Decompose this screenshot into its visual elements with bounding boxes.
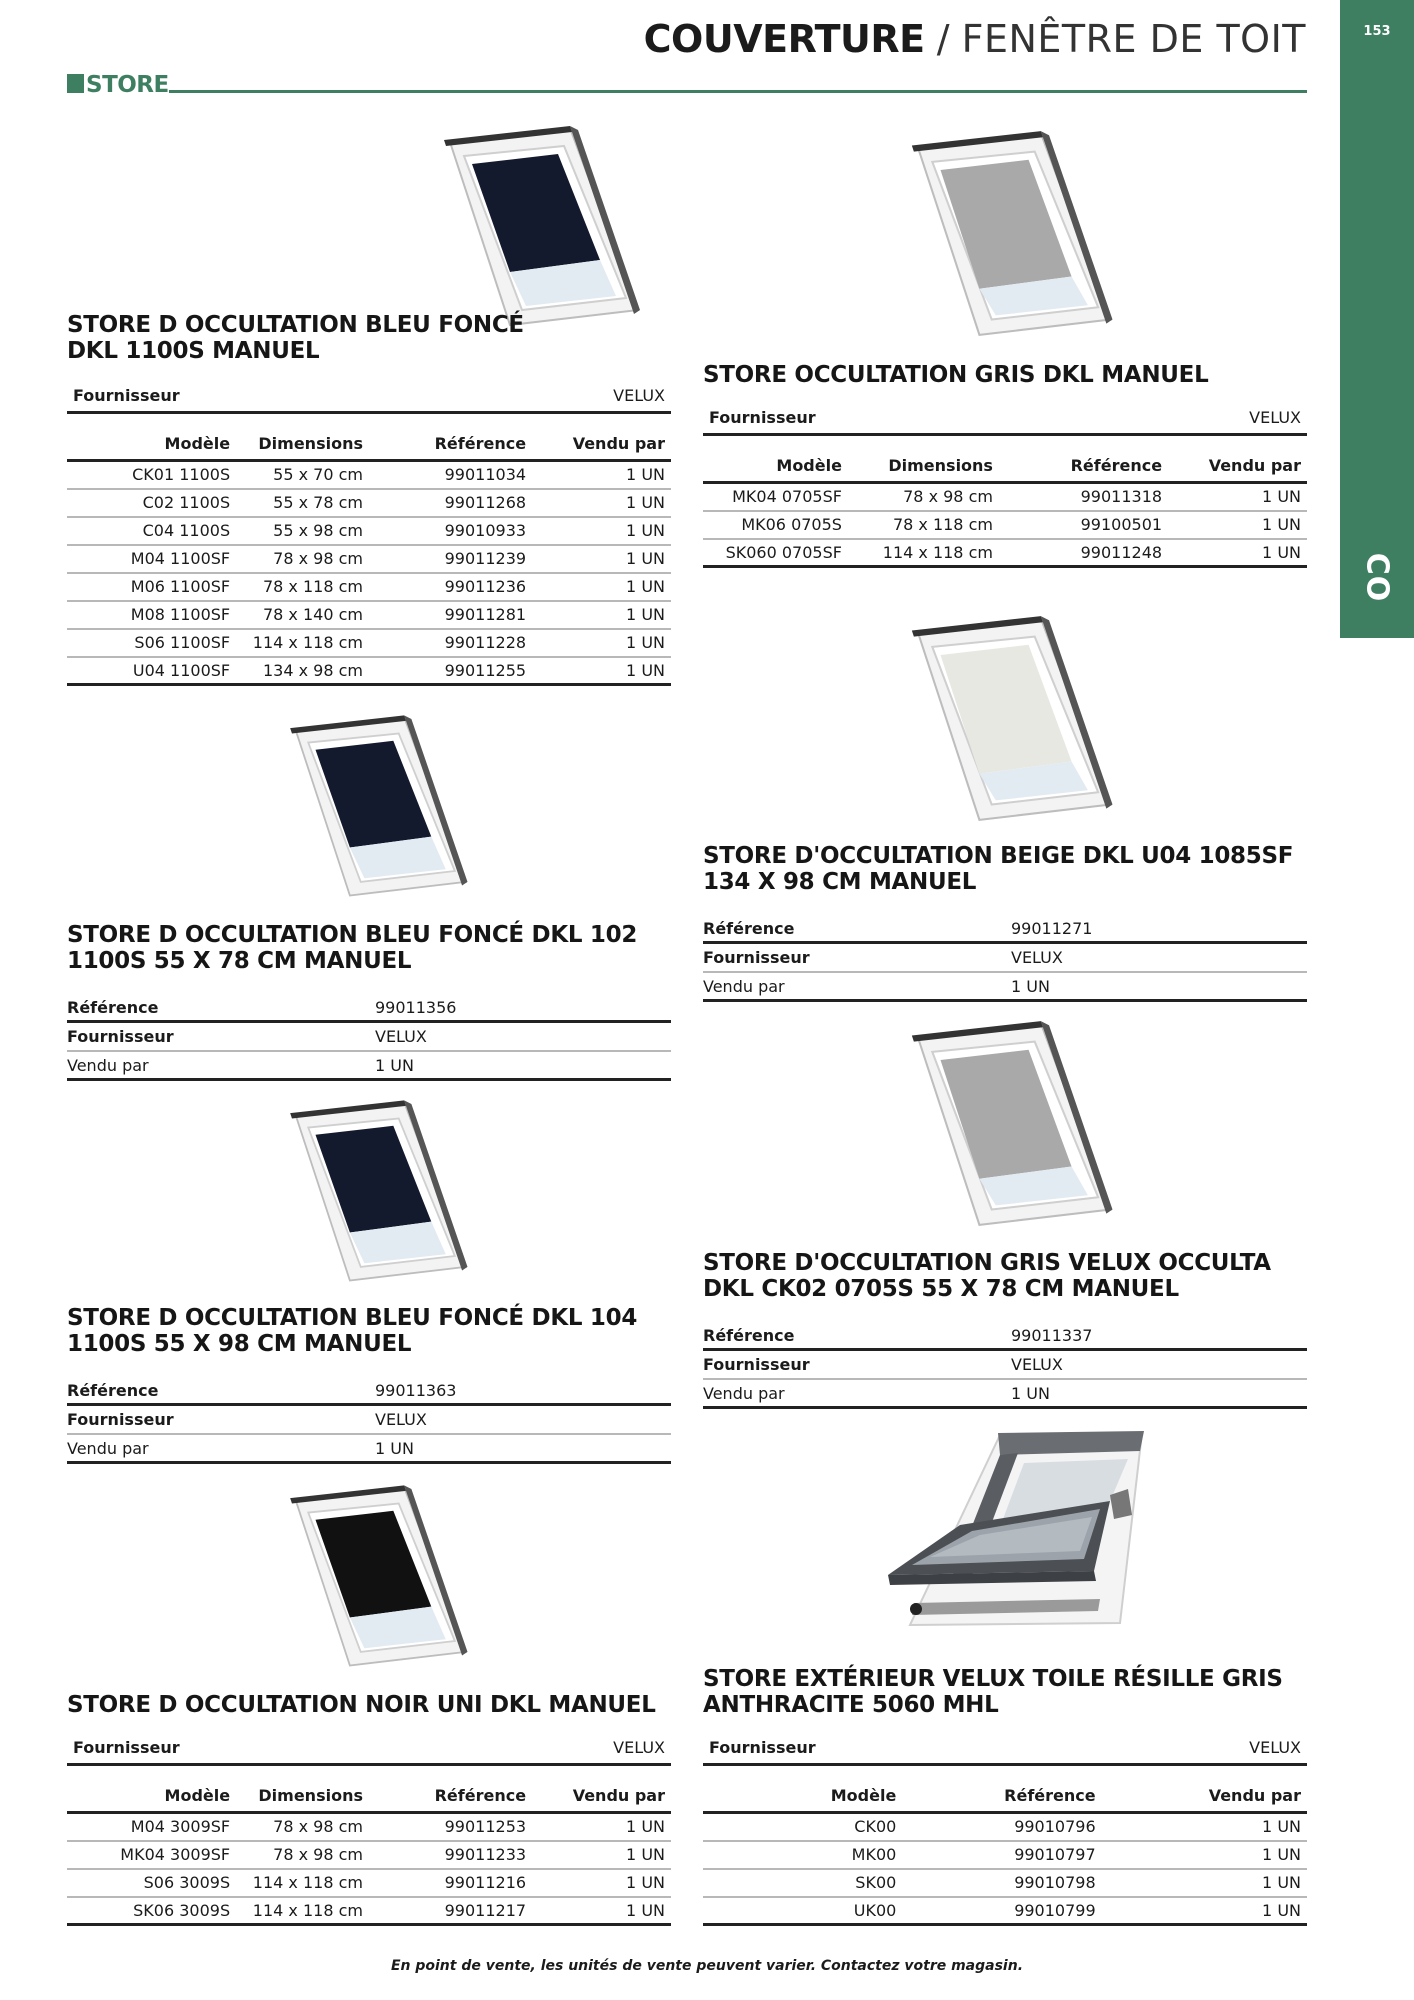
cell-dimensions: 78 x 98 cm: [236, 1813, 369, 1841]
detail-label: Référence: [67, 997, 159, 1017]
column-header: Dimensions: [236, 434, 369, 461]
table-row: [67, 545, 671, 573]
page-number: 153: [1363, 24, 1391, 39]
column-header: Modèle: [67, 434, 236, 461]
cell-model: SK060 0705SF: [703, 539, 848, 567]
detail-row-reference: [703, 1322, 1307, 1351]
cell-model: CK00: [703, 1813, 902, 1841]
table-row: [67, 517, 671, 545]
table-row: [67, 657, 671, 685]
cell-model: C04 1100S: [67, 517, 236, 545]
detail-row-unit: [703, 973, 1307, 1002]
detail-value: VELUX: [375, 1027, 427, 1046]
table-row: [67, 1841, 671, 1869]
cell-reference: 99010933: [369, 517, 532, 545]
cell-model: S06 1100SF: [67, 629, 236, 657]
cell-model: MK06 0705S: [703, 511, 848, 539]
cell-unit: 1 UN: [532, 601, 671, 629]
cell-unit: 1 UN: [532, 1897, 671, 1925]
detail-row-reference: [67, 994, 671, 1023]
detail-value: 1 UN: [375, 1438, 414, 1458]
detail-label: Référence: [703, 918, 795, 938]
detail-value: 1 UN: [1011, 1383, 1050, 1403]
chapter-code: CO: [1359, 552, 1395, 603]
detail-row-reference: [67, 1377, 671, 1406]
cell-dimensions: 114 x 118 cm: [236, 1897, 369, 1925]
cell-unit: 1 UN: [1102, 1897, 1307, 1925]
cell-reference: 99010797: [902, 1841, 1101, 1869]
cell-unit: 1 UN: [1168, 483, 1307, 511]
cell-unit: 1 UN: [532, 517, 671, 545]
cell-reference: 99011268: [369, 489, 532, 517]
column-header: Vendu par: [1102, 1786, 1307, 1813]
product-card: [67, 1692, 671, 1926]
cell-dimensions: 55 x 98 cm: [236, 517, 369, 545]
cell-reference: 99011236: [369, 573, 532, 601]
cell-unit: 1 UN: [532, 489, 671, 517]
detail-row-supplier: [67, 1023, 671, 1052]
cell-reference: 99100501: [999, 511, 1168, 539]
cell-reference: 99011034: [369, 461, 532, 489]
supplier-value: VELUX: [613, 1738, 665, 1757]
cell-dimensions: 78 x 98 cm: [236, 545, 369, 573]
table-row: [703, 1869, 1307, 1897]
detail-value: 1 UN: [375, 1055, 414, 1075]
cell-model: U04 1100SF: [67, 657, 236, 685]
product-image-grey-blind: [895, 125, 1115, 340]
detail-label: Vendu par: [67, 1438, 149, 1458]
cell-reference: 99010798: [902, 1869, 1101, 1897]
detail-label: Référence: [703, 1325, 795, 1345]
table-row: [67, 1897, 671, 1925]
supplier-row: [703, 1738, 1307, 1766]
detail-row-unit: [67, 1052, 671, 1081]
cell-unit: 1 UN: [532, 461, 671, 489]
detail-value: VELUX: [1011, 948, 1063, 967]
cell-dimensions: 55 x 70 cm: [236, 461, 369, 489]
section-heading: [67, 68, 1307, 98]
detail-row-supplier: [67, 1406, 671, 1435]
product-image-beige-blind: [895, 610, 1115, 825]
product-title: STORE D OCCULTATION BLEU FONCÉ DKL 102 1100S 55 X 78 CM MANUEL: [67, 922, 638, 974]
detail-label: Fournisseur: [67, 1027, 174, 1046]
detail-label: Fournisseur: [703, 1355, 810, 1374]
cell-model: MK04 0705SF: [703, 483, 848, 511]
product-image-dark-blue-blind: [430, 120, 640, 330]
product-card: [703, 843, 1307, 1002]
product-title: STORE D OCCULTATION BLEU FONCÉ DKL 1100S MANUEL: [67, 312, 524, 364]
cell-model: S06 3009S: [67, 1869, 236, 1897]
cell-model: CK01 1100S: [67, 461, 236, 489]
table-row: [67, 629, 671, 657]
table-row: [703, 1897, 1307, 1925]
cell-unit: 1 UN: [1102, 1813, 1307, 1841]
cell-dimensions: 78 x 140 cm: [236, 601, 369, 629]
cell-reference: 99011318: [999, 483, 1168, 511]
table-row: [703, 539, 1307, 567]
cell-unit: 1 UN: [532, 545, 671, 573]
cell-dimensions: 55 x 78 cm: [236, 489, 369, 517]
table-row: [703, 1813, 1307, 1841]
supplier-row: [703, 408, 1307, 436]
supplier-label: Fournisseur: [73, 386, 180, 405]
detail-value: 99011271: [1011, 918, 1093, 938]
cell-dimensions: 114 x 118 cm: [236, 1869, 369, 1897]
product-title: STORE D OCCULTATION NOIR UNI DKL MANUEL: [67, 1692, 656, 1718]
detail-value: 99011356: [375, 997, 457, 1017]
product-card: [67, 922, 671, 1081]
column-header: Référence: [999, 456, 1168, 483]
detail-row-supplier: [703, 1351, 1307, 1380]
detail-label: Fournisseur: [703, 948, 810, 967]
cell-dimensions: 78 x 98 cm: [236, 1841, 369, 1869]
product-card: [703, 1666, 1307, 1926]
detail-value: 99011363: [375, 1380, 457, 1400]
page-title: [644, 14, 1306, 64]
product-card: [703, 1250, 1307, 1409]
cell-reference: 99011239: [369, 545, 532, 573]
product-table: [67, 434, 671, 686]
detail-label: Vendu par: [703, 1383, 785, 1403]
supplier-value: VELUX: [1249, 1738, 1301, 1757]
cell-reference: 99011233: [369, 1841, 532, 1869]
product-table: [703, 456, 1307, 568]
table-row: [703, 511, 1307, 539]
product-title: STORE D'OCCULTATION GRIS VELUX OCCULTA DKL CK02 0705S 55 X 78 CM MANUEL: [703, 1250, 1271, 1302]
cell-model: MK00: [703, 1841, 902, 1869]
product-details: [703, 915, 1307, 1002]
cell-unit: 1 UN: [1168, 511, 1307, 539]
column-header: Vendu par: [1168, 456, 1307, 483]
cell-reference: 99011255: [369, 657, 532, 685]
product-card: [703, 362, 1307, 568]
table-row: [703, 483, 1307, 511]
chapter-tab: [1340, 0, 1414, 638]
column-header: Modèle: [703, 456, 848, 483]
cell-model: MK04 3009SF: [67, 1841, 236, 1869]
cell-dimensions: 114 x 118 cm: [236, 629, 369, 657]
product-title: STORE D'OCCULTATION BEIGE DKL U04 1085SF 134 X 98 CM MANUEL: [703, 843, 1294, 895]
cell-model: C02 1100S: [67, 489, 236, 517]
title-separator: /: [924, 17, 962, 61]
detail-label: Vendu par: [67, 1055, 149, 1075]
cell-unit: 1 UN: [532, 657, 671, 685]
cell-unit: 1 UN: [532, 1869, 671, 1897]
detail-value: VELUX: [1011, 1355, 1063, 1374]
product-image-dark-blue-blind: [275, 710, 470, 900]
column-header: Référence: [369, 434, 532, 461]
cell-reference: 99011228: [369, 629, 532, 657]
cell-dimensions: 134 x 98 cm: [236, 657, 369, 685]
cell-reference: 99011248: [999, 539, 1168, 567]
cell-model: M08 1100SF: [67, 601, 236, 629]
column-header: Vendu par: [532, 434, 671, 461]
product-image-grey-blind: [895, 1015, 1115, 1230]
table-row: [67, 461, 671, 489]
cell-model: M04 3009SF: [67, 1813, 236, 1841]
supplier-label: Fournisseur: [73, 1738, 180, 1757]
table-row: [67, 601, 671, 629]
detail-row-reference: [703, 915, 1307, 944]
cell-unit: 1 UN: [1102, 1841, 1307, 1869]
section-divider: [169, 90, 1307, 93]
column-header: Dimensions: [848, 456, 999, 483]
supplier-label: Fournisseur: [709, 408, 816, 427]
cell-reference: 99011217: [369, 1897, 532, 1925]
detail-label: Fournisseur: [67, 1410, 174, 1429]
product-details: [703, 1322, 1307, 1409]
column-header: Dimensions: [236, 1786, 369, 1813]
detail-row-unit: [67, 1435, 671, 1464]
cell-unit: 1 UN: [532, 573, 671, 601]
cell-dimensions: 114 x 118 cm: [848, 539, 999, 567]
cell-dimensions: 78 x 118 cm: [848, 511, 999, 539]
table-row: [67, 1869, 671, 1897]
subcategory-title: FENÊTRE DE TOIT: [961, 17, 1306, 61]
section-marker-icon: [67, 74, 84, 93]
product-table: [67, 1786, 671, 1926]
cell-unit: 1 UN: [1102, 1869, 1307, 1897]
cell-model: SK06 3009S: [67, 1897, 236, 1925]
product-image-black-blind: [275, 1480, 470, 1670]
supplier-row: [67, 386, 671, 414]
column-header: Référence: [902, 1786, 1101, 1813]
cell-model: SK00: [703, 1869, 902, 1897]
product-image-dark-blue-blind: [275, 1095, 470, 1285]
detail-label: Vendu par: [703, 976, 785, 996]
table-row: [703, 1841, 1307, 1869]
product-card: [67, 312, 671, 686]
detail-value: 99011337: [1011, 1325, 1093, 1345]
cell-dimensions: 78 x 118 cm: [236, 573, 369, 601]
cell-reference: 99010799: [902, 1897, 1101, 1925]
product-title: STORE OCCULTATION GRIS DKL MANUEL: [703, 362, 1209, 388]
detail-row-supplier: [703, 944, 1307, 973]
supplier-row: [67, 1738, 671, 1766]
cell-reference: 99011281: [369, 601, 532, 629]
footer-disclaimer: En point de vente, les unités de vente peuvent varier. Contactez votre magasin.: [390, 1958, 1024, 1974]
cell-model: M04 1100SF: [67, 545, 236, 573]
cell-dimensions: 78 x 98 cm: [848, 483, 999, 511]
column-header: Modèle: [703, 1786, 902, 1813]
cell-reference: 99010796: [902, 1813, 1101, 1841]
cell-unit: 1 UN: [1168, 539, 1307, 567]
cell-unit: 1 UN: [532, 1841, 671, 1869]
category-title: COUVERTURE: [643, 17, 925, 61]
column-header: Vendu par: [532, 1786, 671, 1813]
table-row: [67, 1813, 671, 1841]
cell-model: UK00: [703, 1897, 902, 1925]
product-image-exterior-awning: [860, 1425, 1160, 1645]
table-row: [67, 489, 671, 517]
cell-reference: 99011216: [369, 1869, 532, 1897]
cell-unit: 1 UN: [532, 629, 671, 657]
section-label: STORE: [86, 72, 169, 98]
detail-value: VELUX: [375, 1410, 427, 1429]
cell-model: M06 1100SF: [67, 573, 236, 601]
product-title: STORE D OCCULTATION BLEU FONCÉ DKL 104 1100S 55 X 98 CM MANUEL: [67, 1305, 638, 1357]
product-details: [67, 994, 671, 1081]
detail-row-unit: [703, 1380, 1307, 1409]
product-details: [67, 1377, 671, 1464]
product-table: [703, 1786, 1307, 1926]
cell-reference: 99011253: [369, 1813, 532, 1841]
cell-unit: 1 UN: [532, 1813, 671, 1841]
column-header: Modèle: [67, 1786, 236, 1813]
supplier-label: Fournisseur: [709, 1738, 816, 1757]
product-title: STORE EXTÉRIEUR VELUX TOILE RÉSILLE GRIS ANTHRACITE 5060 MHL: [703, 1666, 1283, 1718]
supplier-value: VELUX: [613, 386, 665, 405]
detail-label: Référence: [67, 1380, 159, 1400]
column-header: Référence: [369, 1786, 532, 1813]
table-row: [67, 573, 671, 601]
detail-value: 1 UN: [1011, 976, 1050, 996]
product-card: [67, 1305, 671, 1464]
supplier-value: VELUX: [1249, 408, 1301, 427]
